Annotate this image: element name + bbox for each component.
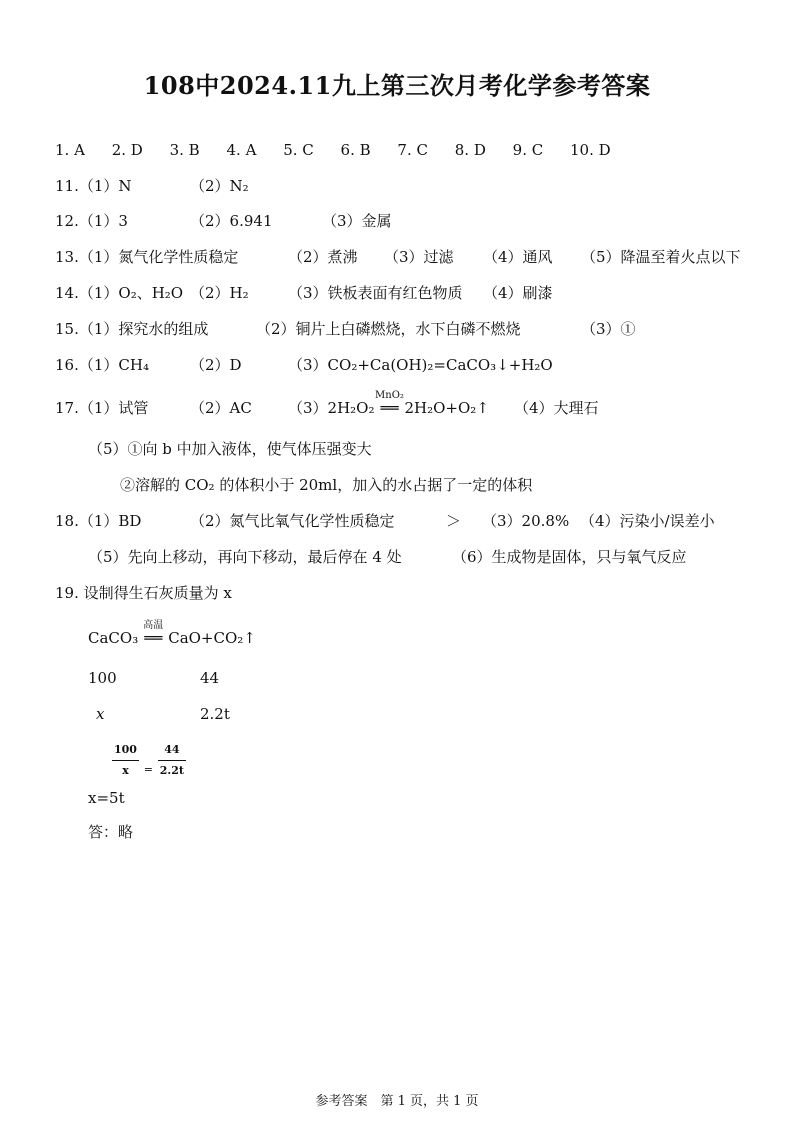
q19-mass-ratio-2: 44 (200, 669, 220, 687)
q13-part2: （2）煮沸 (288, 248, 358, 266)
q13-part5: （5）降温至着火点以下 (581, 248, 741, 266)
equals-sign: ══ (380, 399, 399, 417)
answer-9: 9. C (512, 141, 544, 159)
q19-result: x=5t (88, 789, 125, 807)
fraction-equals: = (143, 763, 153, 776)
q18-comparison: ＞ (446, 512, 462, 530)
heat-condition (138, 620, 168, 648)
q17-part5-2: ②溶解的 CO₂ 的体积小于 20ml，加入的水占据了一定的体积 (120, 476, 533, 494)
q17-part2: （2）AC (190, 399, 252, 417)
q17-equation-product: 2H₂O+O₂↑ (404, 399, 489, 417)
q12-part1: 12.（1）3 (55, 212, 128, 230)
q19-reactant: CaCO₃ (88, 629, 139, 647)
catalyst-condition (375, 390, 405, 418)
q15-part2: （2）铜片上白磷燃烧，水下白磷不燃烧 (256, 320, 521, 338)
q17-part5-1: （5）①向 b 中加入液体，使气体压强变大 (88, 440, 372, 458)
q19-proportion (112, 740, 186, 781)
q18-part6: （6）生成物是固体，只与氧气反应 (452, 548, 687, 566)
q19-products: CaO+CO₂↑ (168, 629, 256, 647)
q17-part1: 17.（1）试管 (55, 399, 149, 417)
q18-part2: （2）氮气比氧气化学性质稳定 (190, 512, 395, 530)
answer-8: 8. D (454, 141, 486, 159)
answer-7: 7. C (397, 141, 428, 159)
q14-part4: （4）刷漆 (483, 284, 553, 302)
multiple-choice-answers (55, 140, 633, 160)
answer-2: 2. D (111, 141, 143, 159)
fraction-left-den: x (122, 764, 129, 777)
q17-part4: （4）大理石 (514, 399, 599, 417)
q19-unknown: x (96, 705, 105, 723)
q12-part2: （2）6.941 (190, 212, 273, 230)
q17-part3-equation (288, 390, 489, 418)
q11-part2: （2）N₂ (190, 177, 249, 195)
q11-part1: 11.（1）N (55, 177, 132, 195)
fraction-right-den: 2.2t (159, 764, 184, 777)
page-footer: 参考答案 第 1 页，共 1 页 (315, 1094, 479, 1109)
equals-sign: ══ (144, 629, 163, 647)
q12-part3: （3）金属 (322, 212, 392, 230)
fraction-left-num: 100 (112, 740, 139, 761)
answer-3: 3. B (169, 141, 200, 159)
q16-part3: （3）CO₂+Ca(OH)₂=CaCO₃↓+H₂O (288, 356, 553, 374)
answer-5: 5. C (283, 141, 314, 159)
page-title: 108中2024.11九上第三次月考化学参考答案 (143, 71, 651, 100)
q13-part3: （3）过滤 (384, 248, 454, 266)
q14-part1: 14.（1）O₂、H₂O (55, 284, 184, 302)
catalyst-label: MnO₂ (375, 390, 404, 401)
q14-part3: （3）铁板表面有红色物质 (288, 284, 463, 302)
q14-part2: （2）H₂ (190, 284, 249, 302)
answer-10: 10. D (570, 141, 611, 159)
q19-mass-ratio-1: 100 (88, 669, 117, 687)
answer-4: 4. A (226, 141, 257, 159)
q13-part4: （4）通风 (483, 248, 553, 266)
fraction-right (158, 740, 186, 781)
q19-known-mass: 2.2t (200, 705, 230, 723)
q19-answer: 答：略 (88, 823, 134, 841)
q16-part2: （2）D (190, 356, 242, 374)
q18-part1: 18.（1）BD (55, 512, 142, 530)
q16-part1: 16.（1）CH₄ (55, 356, 149, 374)
answer-6: 6. B (340, 141, 371, 159)
fraction-right-num: 44 (158, 740, 186, 761)
q13-part1: 13.（1）氮气化学性质稳定 (55, 248, 239, 266)
answer-1: 1. A (55, 141, 85, 159)
q18-part4: （4）污染小/误差小 (580, 512, 715, 530)
q15-part3: （3）① (581, 320, 636, 338)
q15-part1: 15.（1）探究水的组成 (55, 320, 209, 338)
q19-intro: 19. 设制得生石灰质量为 x (55, 584, 232, 602)
q17-equation-reactant: （3）2H₂O₂ (288, 399, 375, 417)
q18-part3: （3）20.8% (482, 512, 570, 530)
fraction-left (112, 740, 139, 781)
heat-label: 高温 (143, 620, 164, 631)
q19-equation (88, 620, 256, 648)
q18-part5: （5）先向上移动，再向下移动，最后停在 4 处 (88, 548, 402, 566)
